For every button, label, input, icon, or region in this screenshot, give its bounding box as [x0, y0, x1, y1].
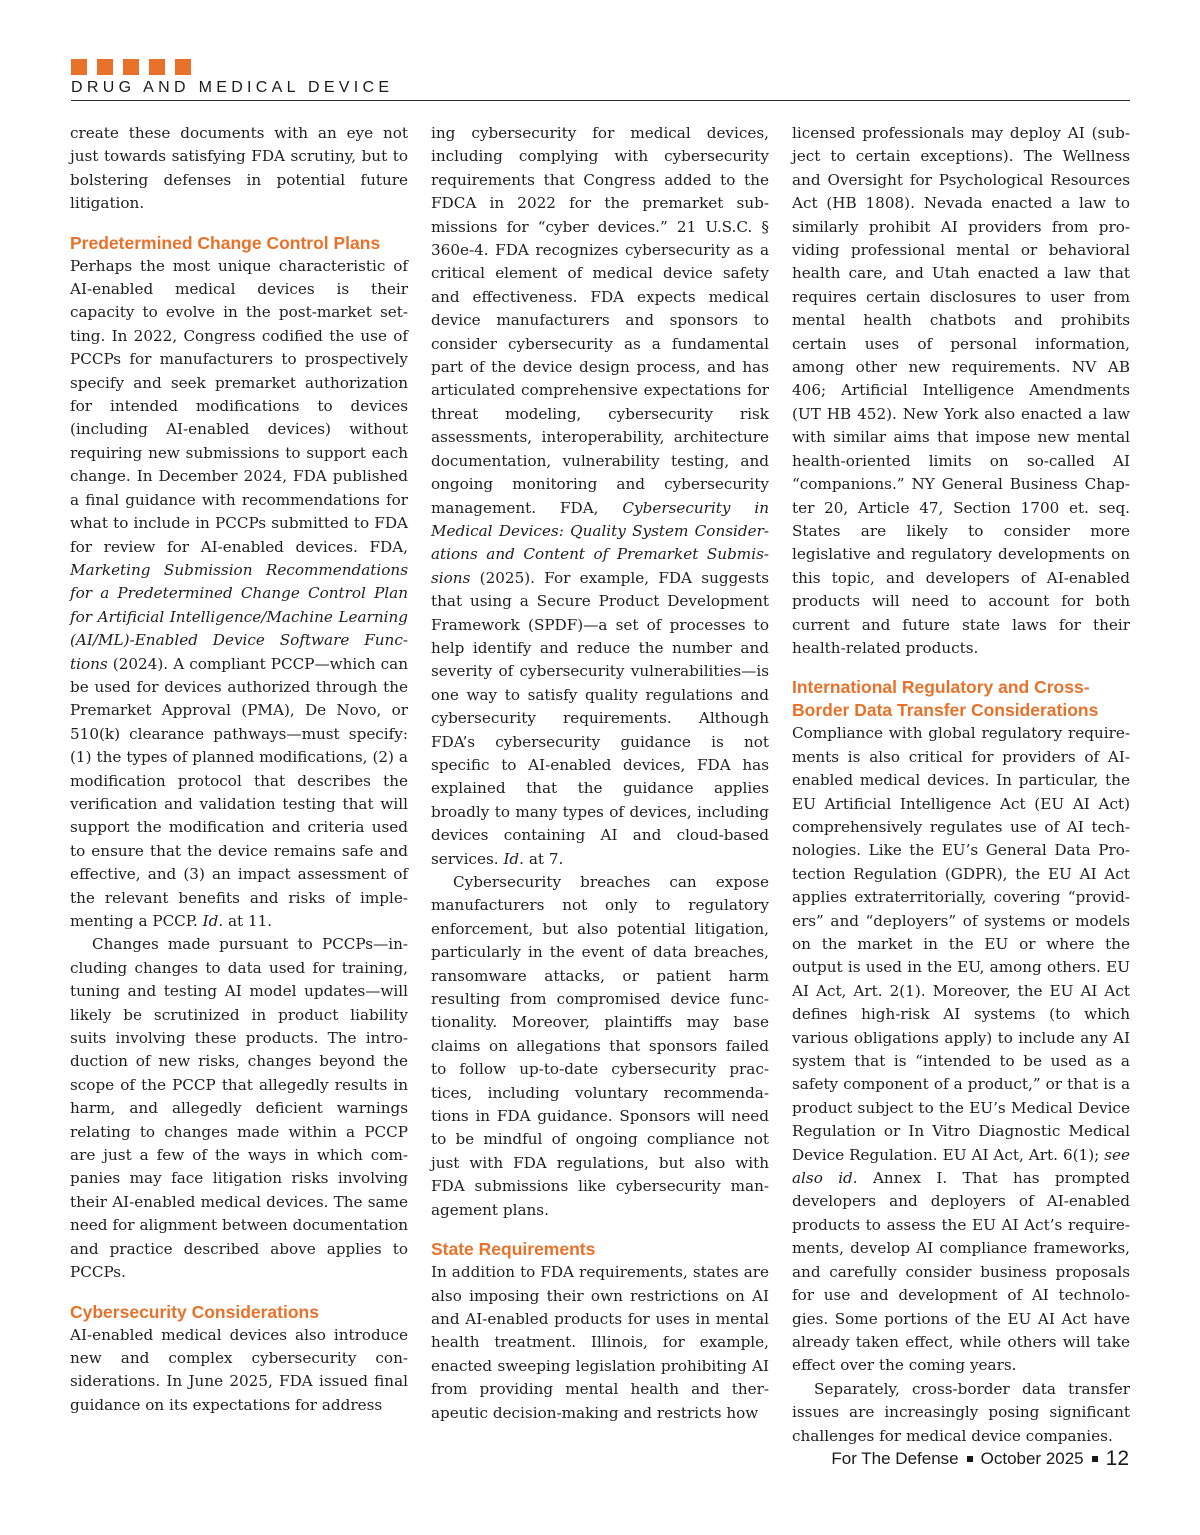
- paragraph: Perhaps the most unique characteristic of AI-enabled medical devices is their capacity to evolve in the post-market setting. In 2022, Congress codified the use of PCCPs for manufacturers to prospectively specify and seek premarket authorization for intended modifications to devices (including AI-enabled devices) without requiring new submissions to support each change. In December 2024, FDA published a final guidance with recommendations for what to include in PCCPs submitted to FDA for review for AI-enabled devices. FDA, Marketing Submission Recommendations for a Predetermined Change Control Plan for Artificial Intelligence/Machine Learning (AI/ML)-Enabled Device Software Functions (2024). A compliant PCCP—which can be used for devices authorized through the Premarket Approval (PMA), De Novo, or 510(k) clearance pathways—must specify: (1) the types of planned modifications, (2) a modification protocol that describes the verification and validation testing that will support the modification and criteria used to ensure that the device remains safe and effective, and (3) an impact assessment of the relevant benefits and risks of implementing a PCCP. Id. at 11.: [70, 256, 408, 930]
- column-2: [431, 122, 769, 1425]
- paragraph: AI-enabled medical devices also introduce new and complex cybersecurity considerations. In June 2025, FDA issued final guidance on its expectations for address: [70, 1325, 408, 1414]
- section-label: DRUG AND MEDICAL DEVICE: [71, 79, 394, 96]
- paragraph: create these documents with an eye not just towards satisfying FDA scrutiny, but to bolstering defenses in potential future litigation.: [70, 124, 408, 213]
- citation-id: Id.: [202, 912, 224, 930]
- publication-name: For The Defense: [831, 1449, 959, 1468]
- square-icon: [97, 59, 113, 75]
- square-icon: [175, 59, 191, 75]
- bullet-icon: [1092, 1456, 1098, 1462]
- citation-id: Id.: [503, 849, 524, 868]
- paragraph: Cybersecurity breaches can expose manufacturers not only to regulatory enforcement, but also potential litigation, particularly in the event of data breaches, ransomware attacks, or patient harm resulting from compromised device functionality. Moreover, plaintiffs may base claims on allegations that sponsors failed to follow up-to-date cybersecurity practices, including voluntary recommendations in FDA guidance. Sponsors will need to be mindful of ongoing compliance not just with FDA regulations, but also with FDA submissions like cybersecurity management plans.: [431, 873, 769, 1219]
- header-squares: [71, 59, 191, 75]
- paragraph: licensed professionals may deploy AI (subject to certain exceptions). The Wellness and Oversight for Psychological Resources Act (HB 1808). Nevada enacted a law to similarly prohibit AI providers from providing professional mental or behavioral health care, and Utah enacted a law that requires certain disclosures to user from mental health chatbots and prohibits certain uses of personal information, among other new requirements. NV AB 406; Artificial Intelligence Amendments (UT HB 452). New York also enacted a law with similar aims that impose new mental health-oriented limits on so-called AI “companions.” NY General Business Chapter 20, Article 47, Section 1700 et. seq. States are likely to consider more legislative and regulatory developments on this topic, and developers of AI-enabled products will need to account for both current and future state laws for their health-related products.: [792, 124, 1130, 657]
- header-rule: [71, 100, 1130, 101]
- paragraph: ing cybersecurity for medical devices, including complying with cybersecurity requirements that Congress added to the FDCA in 2022 for the premarket submissions for “cyber devices.” 21 U.S.C. § 360e-4. FDA recognizes cybersecurity as a critical element of medical device safety and effectiveness. FDA expects medical device manufacturers and sponsors to consider cybersecurity as a fundamental part of the device design process, and has articulated comprehensive expectations for threat modeling, cybersecurity risk assessments, interoperability, architecture documentation, vulnerability testing, and ongoing monitoring and cybersecurity management. FDA, Cybersecurity in Medical Devices: Quality System Considerations and Content of Premarket Submissions (2025). For example, FDA suggests that using a Secure Product Development Framework (SPDF)—a set of processes to help identify and reduce the number and severity of cybersecurity vulnerabilities—is one way to satisfy quality regulations and cybersecurity requirements. Although FDA’s cybersecurity guidance is not specific to AI-enabled devices, FDA has explained that the guidance applies broadly to many types of devices, including devices containing AI and cloud-based services. Id. at 7.: [431, 124, 769, 868]
- paragraph: Changes made pursuant to PCCPs—including changes to data used for training, tuning and testing AI model updates—will likely be scrutinized in product liability suits involving these products. The introduction of new risks, changes beyond the scope of the PCCP that allegedly results in harm, and allegedly deficient warnings relating to changes made within a PCCP are just a few of the ways in which companies may face litigation risks involving their AI-enabled medical devices. The same need for alignment between documentation and practice described above applies to PCCPs.: [70, 935, 408, 1282]
- page-number: 12: [1105, 1447, 1129, 1470]
- citation: see also id.: [792, 1145, 1130, 1188]
- citation: Cybersecurity in Medical Devices: Quality System Considerations and Content of Premarket Submissions: [431, 498, 769, 587]
- heading-international: International Regulatory and Cross-Border Data Transfer Considerations: [792, 677, 1099, 721]
- heading-cybersecurity: Cybersecurity Considerations: [70, 1301, 319, 1322]
- square-icon: [71, 59, 87, 75]
- bullet-icon: [967, 1456, 973, 1462]
- paragraph: Separately, cross-border data transfer issues are increasingly posing significant challenges for medical device companies.: [792, 1379, 1130, 1445]
- heading-pccp: Predetermined Change Control Plans: [70, 232, 381, 253]
- footer: [831, 1447, 1129, 1471]
- citation: Marketing Submission Recommendations for a Predetermined Change Control Plan for Artificial Intelligence/Machine Learning (AI/ML)-Enabled Device Software Functions: [70, 560, 408, 673]
- square-icon: [123, 59, 139, 75]
- column-3: [792, 122, 1130, 1448]
- square-icon: [149, 59, 165, 75]
- paragraph: In addition to FDA requirements, states are also imposing their own restrictions on AI and AI-enabled products for uses in mental health treatment. Illinois, for example, enacted sweeping legislation prohibiting AI from providing mental health and therapeutic decision-making and restricts how: [431, 1263, 769, 1422]
- heading-state-requirements: State Requirements: [431, 1239, 596, 1260]
- issue-date: October 2025: [980, 1449, 1084, 1468]
- column-1: [70, 122, 408, 1417]
- paragraph: Compliance with global regulatory requirements is also critical for providers of AI-enabled medical devices. In particular, the EU Artificial Intelligence Act (EU AI Act) comprehensively regulates use of AI technologies. Like the EU’s General Data Protection Regulation (GDPR), the EU AI Act applies extraterritorially, covering “providers” and “deployers” of systems or models on the market in the EU or where the output is used in the EU, among others. EU AI Act, Art. 2(1). Moreover, the EU AI Act defines high-risk AI systems (to which various obligations apply) to include any AI system that is “intended to be used as a safety component of a product,” or that is a product subject to the EU’s Medical Device Regulation or In Vitro Diagnostic Medical Device Regulation. EU AI Act, Art. 6(1); see also id. Annex I. That has prompted developers and deployers of AI-enabled products to assess the EU AI Act’s requirements, develop AI compliance frameworks, and carefully consider business proposals for use and development of AI technologies. Some portions of the EU AI Act have already taken effect, while others will take effect over the coming years.: [792, 724, 1130, 1375]
